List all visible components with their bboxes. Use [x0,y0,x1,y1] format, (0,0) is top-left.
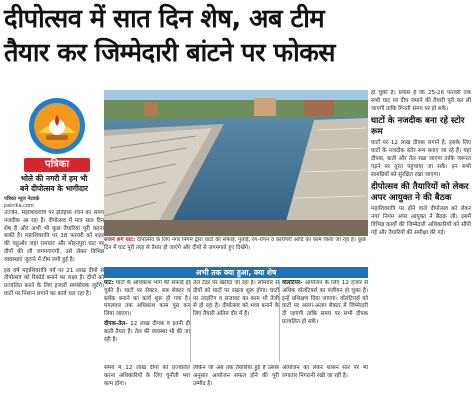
sub-column-text [104,280,190,319]
headline [4,2,470,70]
sub-column-label: घाट: [104,280,114,286]
sub-column-body: तेल टेंडर पर खरीदा जा रहा है। सोमवार से दीपों को घाटों पर रखना शुरू होगा। घाटों पर लाइटिंग व सजावट का काम भी तेजी से हो रहा है। दीपोत्सव को भव्य बनाने के लिए तैयारी अंतिम दौर में है। [193,280,279,318]
right-paragraph-3: महाशिवरात्रि पर होने वाले दीपोत्सव को लेकर नगर निगम अपर आयुक्त ने बैठक ली। इसमें विभिन्न कार्यों की जिम्मेदारी अधिकारियों को सौंपी गई और तैयारियों की समीक्षा की गई। [371,206,471,236]
bottom-text-2: लेकिन जो अब तक तैयारियां हुई हैं उसके अनुसार आयोजन सफल होने की पूरी उम्मीद है। [193,365,279,387]
column-divider [190,280,191,362]
sub-column-label: वॉलंटियर- [282,280,303,286]
subhead-meeting: दीपोत्सव की तैयारियों को लेकर अपर आयुक्त ने की बैठक [371,182,469,203]
headline-line-2: तैयार कर जिम्मेदारी बांटने पर फोकस [4,38,336,68]
sub-column-body: आयोजन के लिए 12 हजार से अधिक वॉलंटियर्स का पंजीयन हो चुका है। इन्हें प्रशिक्षण दिया जाएगा। वॉलंटियर्स को घाटों पर अलग-अलग सेक्टर में जिम्मेदारी दी जाएगी ताकि समय पर सभी दीपक प्रज्वलित हो सकें। [282,280,368,325]
sub-column-body-2: 12 लाख दीपक व इतनी ही बाती तैयार है। तेल की व्यवस्था भी की जा रही है। [104,320,190,343]
campaign-slogan-line-1: भोले की नगरी में हम भी [20,174,88,183]
right-paragraph-2: घाटों पर 12 लाख दीपक लगाने है, इसके लिए घाटों के नजदीक स्टोर रूम बनाए जा रहे हैं। यहां दीपक, बाती और तेल रखा जाएगा ताकि जरूरत पड़ने पर तुरंत पहुंचाया जा सके। इन सभी सामग्रियों को सुरक्षित रखा जाएगा। [371,140,471,178]
photo-caption [104,237,368,265]
caption-lead: सजने लगे घाट: [104,237,136,243]
sub-column-text-2 [104,321,190,344]
left-paragraph-1: उज्जैन. महाशिवरात्रि पर इतिहास रचने का समय नजदीक आ रहा है। दीपोत्सव में मात्र सात दिन शेष हैं और अभी भी कुछ तैयारियां पूरी करना बाकी है। महाशिवरात्रि पर 18 फरवरी को शहर की चहुंओर जहां रामघाट और मोहनपुरा घाट पर दीपों की लौ जगमगाएगी, उसे लेकर विभिन्न व्यवस्थाएं जुटाने में टीम लगी हुई है। [4,210,104,263]
column-divider [279,280,280,362]
campaign-slogan [4,174,104,194]
byline-site: patrika.com [4,202,34,209]
bottom-column-3 [282,365,368,406]
left-paragraph-2: इस वर्ष महाशिवरात्रि पर्व पर 21 लाख दीपों से दीपोत्सव को रिकॉर्ड बनाने का लक्ष्य है। दीपों को प्रज्वलित करने के लिए हजारों स्वयंसेवक जुटेंगे। घाटों पर निशान लगाने का कार्य चल रहा है। [4,267,104,297]
sub-column-text [193,280,279,319]
right-paragraph-1: हो चुकी हैं। प्रयास है कि 25-26 फरवरी तक सभी घाट पर दीप जमाने की तैयारी पूरी कर ली जाएगी ताकि गिनती समय पर हो सके। [371,90,471,112]
status-band: अभी तक क्या हुआ, क्या शेष [104,267,368,278]
sub-column-text [282,280,368,327]
bottom-text-1: समय में 12 लाख दीपों को प्रज्वलित करना अधिकारियों के लिए चुनौती भरा काम होगा। [104,365,190,387]
campaign-logo-icon [28,97,86,155]
caption-text: दीपोत्सव के लिए नगर निगम द्वारा घाटों की सफाई, पुताई, रंग-रोगन व कारीगरी आदि का काम किया जा रहा है। कुछ दिन में घाट पूरी तरह से तैयार हो जाएंगे और दीपों से जगमगाते हुए दिखेंगे। [104,237,366,251]
bottom-column-1 [104,365,190,406]
sub-column-label-2: दीपक-तेल- [104,320,128,327]
subhead-store-room: घाटों के नजदीक बना रहे स्टोर रूम [371,116,465,137]
byline [4,196,104,209]
masthead-label: पत्रिका [24,158,90,172]
left-column [4,210,104,406]
byline-agency: पत्रिका न्यूज नेटवर्क [4,196,40,202]
campaign-slogan-line-2: बने दीपोत्सव के भागीदार [20,184,88,193]
right-column [371,90,471,406]
bottom-text-3: आयोजन को लेकर शासन स्तर पर भी लगातार निगरानी रखी जा रही है। [282,365,368,379]
sub-column-body: घाटों के अधिकांश भाग की सफाई हो चुकी है। घाटों पर सेक्टर, सब सेक्टर व ब्लॉक बनाने का कार्य शुरू हो गया है। मंगलवार तक अधिकांश काम पूरा कर लिया जाएगा। [104,280,190,318]
ghat-photo [104,90,368,236]
bottom-column-2 [193,365,279,406]
bottom-row [104,365,368,406]
headline-line-1: दीपोत्सव में सात दिन शेष, अब टीम [4,4,325,34]
